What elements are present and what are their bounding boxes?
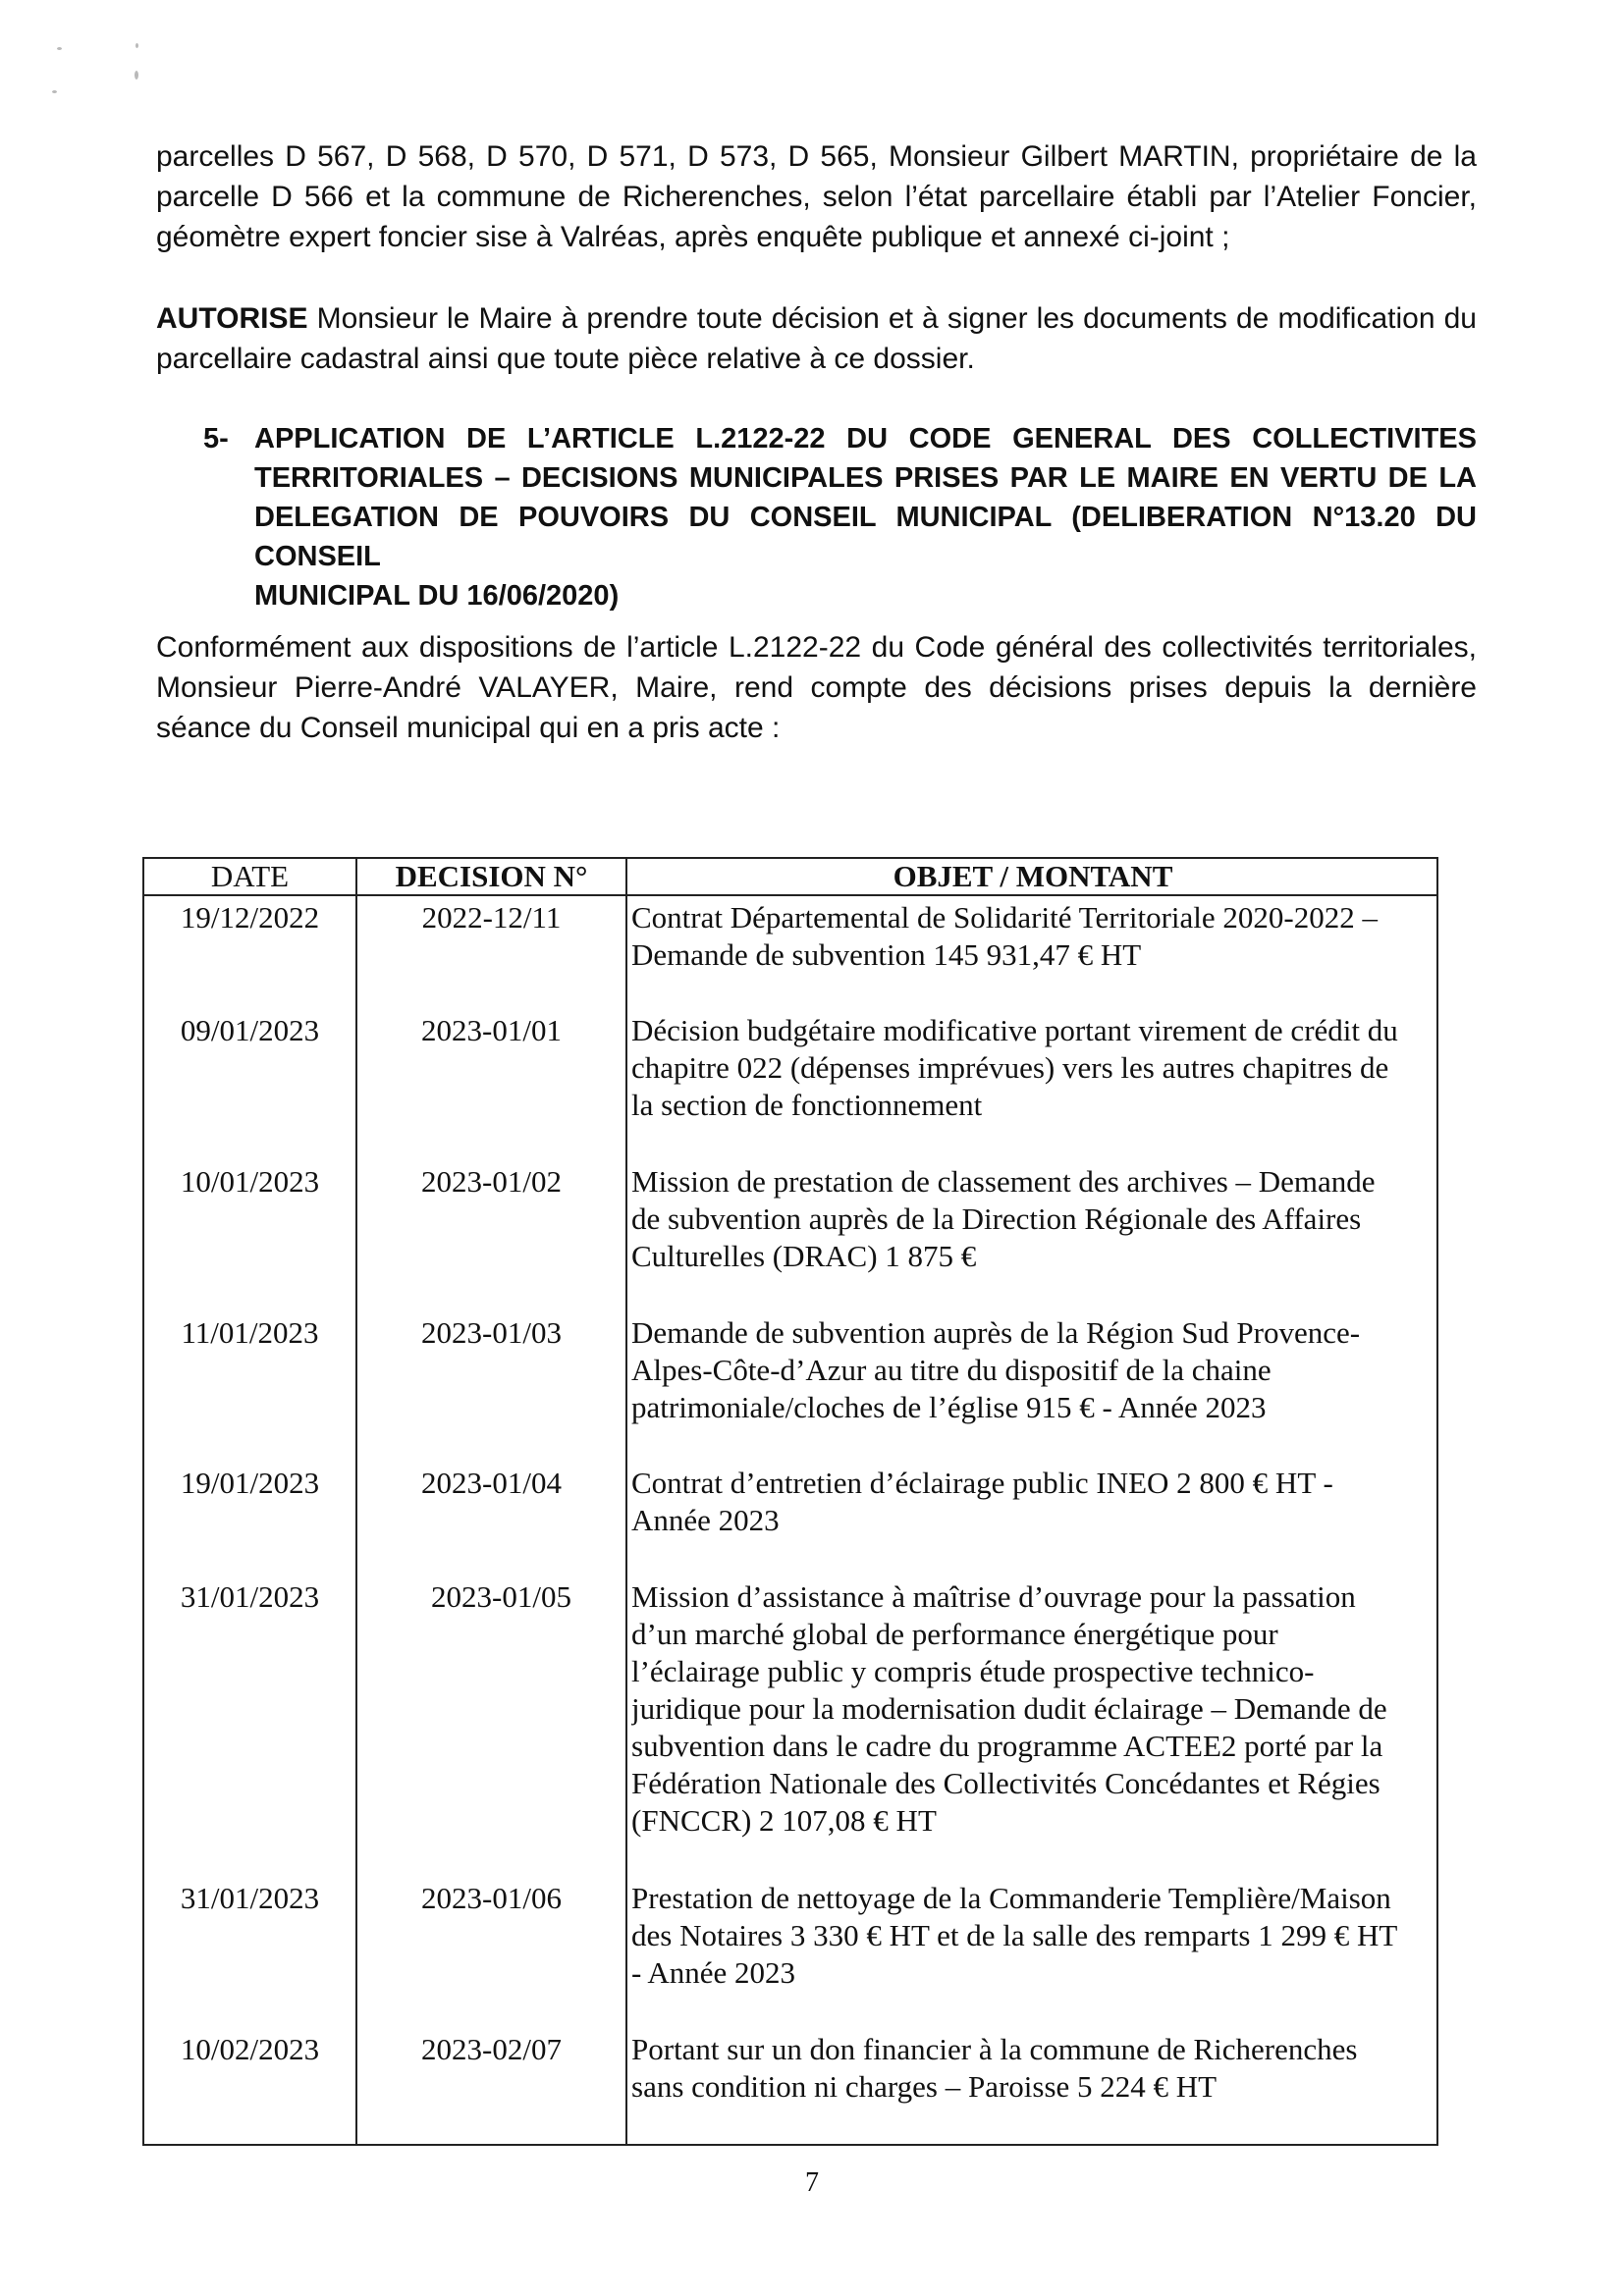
section-heading-line: MUNICIPAL DU 16/06/2020) bbox=[254, 580, 620, 612]
objet-line: des Notaires 3 330 € HT et de la salle des remparts 1 299 € HT bbox=[631, 1918, 1398, 1952]
row-date: 19/12/2022 bbox=[180, 900, 320, 934]
objet-line: Demande de subvention 145 931,47 € HT bbox=[631, 937, 1142, 972]
objet-line: Mission d’assistance à maîtrise d’ouvrage pour la passation bbox=[631, 1579, 1356, 1614]
autorise-line: parcellaire cadastral ainsi que toute pièce relative à ce dossier. bbox=[156, 343, 975, 375]
row-decision: 2023-01/02 bbox=[421, 1164, 562, 1199]
objet-line: Contrat d’entretien d’éclairage public INEO 2 800 € HT - bbox=[631, 1466, 1333, 1500]
autorise-paragraph bbox=[156, 298, 1477, 379]
intro-line: géomètre expert foncier sise à Valréas, après enquête publique et annexé ci-joint ; bbox=[156, 221, 1230, 253]
row-date: 31/01/2023 bbox=[180, 1579, 320, 1614]
objet-line: l’éclairage public y compris étude prospective technico- bbox=[631, 1654, 1315, 1688]
objet-line: Portant sur un don financier à la commune de Richerenches bbox=[631, 2032, 1358, 2066]
section-heading-line: DELEGATION DE POUVOIRS DU CONSEIL MUNICIPAL (DELIBERATION N°13.20 DU CONSEIL bbox=[254, 502, 1477, 572]
autorise-keyword: AUTORISE bbox=[156, 302, 308, 335]
decisions-table bbox=[142, 857, 1438, 2146]
row-objet bbox=[631, 1012, 1435, 1124]
row-objet bbox=[631, 1163, 1435, 1275]
objet-line: de subvention auprès de la Direction Régionale des Affaires bbox=[631, 1201, 1362, 1236]
objet-line: sans condition ni charges – Paroisse 5 224 € HT bbox=[631, 2069, 1218, 2104]
conformement-line: Monsieur Pierre-André VALAYER, Maire, rend compte des décisions prises depuis la dernière bbox=[156, 671, 1477, 704]
row-decision: 2022-12/11 bbox=[421, 900, 562, 934]
row-objet bbox=[631, 899, 1435, 974]
row-date: 09/01/2023 bbox=[180, 1013, 320, 1047]
objet-line: Prestation de nettoyage de la Commanderie Templière/Maison bbox=[631, 1881, 1391, 1915]
scan-speck bbox=[135, 71, 138, 80]
section-heading bbox=[203, 419, 1477, 612]
objet-line: Mission de prestation de classement des archives – Demande bbox=[631, 1164, 1376, 1199]
objet-line: subvention dans le cadre du programme ACTEE2 porté par la bbox=[631, 1729, 1383, 1763]
objet-line: Demande de subvention auprès de la Région Sud Provence- bbox=[631, 1315, 1361, 1350]
row-date: 10/02/2023 bbox=[180, 2032, 320, 2066]
header-objet: OBJET / MONTANT bbox=[893, 859, 1173, 893]
scan-speck bbox=[135, 43, 138, 48]
row-objet bbox=[631, 1880, 1435, 1992]
row-date: 31/01/2023 bbox=[180, 1881, 320, 1915]
autorise-text: Monsieur le Maire à prendre toute décision et à signer les documents de modification du bbox=[307, 302, 1477, 335]
objet-line: Fédération Nationale des Collectivités Concédantes et Régies bbox=[631, 1766, 1380, 1800]
row-decision: 2023-01/05 bbox=[431, 1579, 571, 1614]
conformement-paragraph bbox=[156, 627, 1477, 748]
objet-line: juridique pour la modernisation dudit éclairage – Demande de bbox=[631, 1691, 1387, 1726]
autorise-line bbox=[156, 298, 1477, 339]
objet-line: patrimoniale/cloches de l’église 915 € - Année 2023 bbox=[631, 1390, 1267, 1424]
objet-line: chapitre 022 (dépenses imprévues) vers les autres chapitres de bbox=[631, 1050, 1389, 1085]
conformement-line: séance du Conseil municipal qui en a pris acte : bbox=[156, 712, 781, 744]
scan-speck bbox=[57, 47, 62, 50]
objet-line: Culturelles (DRAC) 1 875 € bbox=[631, 1239, 977, 1273]
row-objet bbox=[631, 1578, 1435, 1840]
table-column-divider bbox=[625, 859, 627, 2144]
row-date: 11/01/2023 bbox=[181, 1315, 319, 1350]
header-date: DATE bbox=[210, 859, 290, 893]
objet-line: d’un marché global de performance énergétique pour bbox=[631, 1617, 1278, 1651]
section-number: 5- bbox=[203, 423, 229, 454]
section-heading-line: TERRITORIALES – DECISIONS MUNICIPALES PRISES PAR LE MAIRE EN VERTU DE LA bbox=[254, 462, 1477, 494]
row-decision: 2023-02/07 bbox=[421, 2032, 562, 2066]
objet-line: Alpes-Côte-d’Azur au titre du dispositif de la chaine bbox=[631, 1353, 1272, 1387]
row-decision: 2023-01/06 bbox=[421, 1881, 562, 1915]
objet-line: Année 2023 bbox=[631, 1503, 780, 1537]
row-date: 10/01/2023 bbox=[180, 1164, 320, 1199]
row-decision: 2023-01/01 bbox=[421, 1013, 562, 1047]
objet-line: Contrat Départemental de Solidarité Territoriale 2020-2022 – bbox=[631, 900, 1378, 934]
row-objet bbox=[631, 1465, 1435, 1539]
section-heading-line: APPLICATION DE L’ARTICLE L.2122-22 DU CODE GENERAL DES COLLECTIVITES bbox=[254, 423, 1477, 454]
row-decision: 2023-01/04 bbox=[421, 1466, 562, 1500]
intro-paragraph bbox=[156, 136, 1477, 257]
row-objet bbox=[631, 1314, 1435, 1426]
row-objet bbox=[631, 2031, 1435, 2106]
scan-speck bbox=[52, 90, 57, 93]
objet-line: Décision budgétaire modificative portant virement de crédit du bbox=[631, 1013, 1398, 1047]
table-header-divider bbox=[144, 894, 1436, 896]
intro-line: parcelles D 567, D 568, D 570, D 571, D 573, D 565, Monsieur Gilbert MARTIN, propriétaire de la bbox=[156, 140, 1477, 173]
row-date: 19/01/2023 bbox=[180, 1466, 320, 1500]
header-decision: DECISION N° bbox=[395, 859, 588, 893]
intro-line: parcelle D 566 et la commune de Richerenches, selon l’état parcellaire établi par l’Atelier Foncier, bbox=[156, 181, 1477, 213]
objet-line: (FNCCR) 2 107,08 € HT bbox=[631, 1803, 937, 1838]
objet-line: - Année 2023 bbox=[631, 1955, 796, 1990]
conformement-line: Conformément aux dispositions de l’article L.2122-22 du Code général des collectivités territoriales, bbox=[156, 631, 1477, 664]
objet-line: la section de fonctionnement bbox=[631, 1088, 983, 1122]
row-decision: 2023-01/03 bbox=[421, 1315, 562, 1350]
page-number: 7 bbox=[805, 2167, 819, 2198]
